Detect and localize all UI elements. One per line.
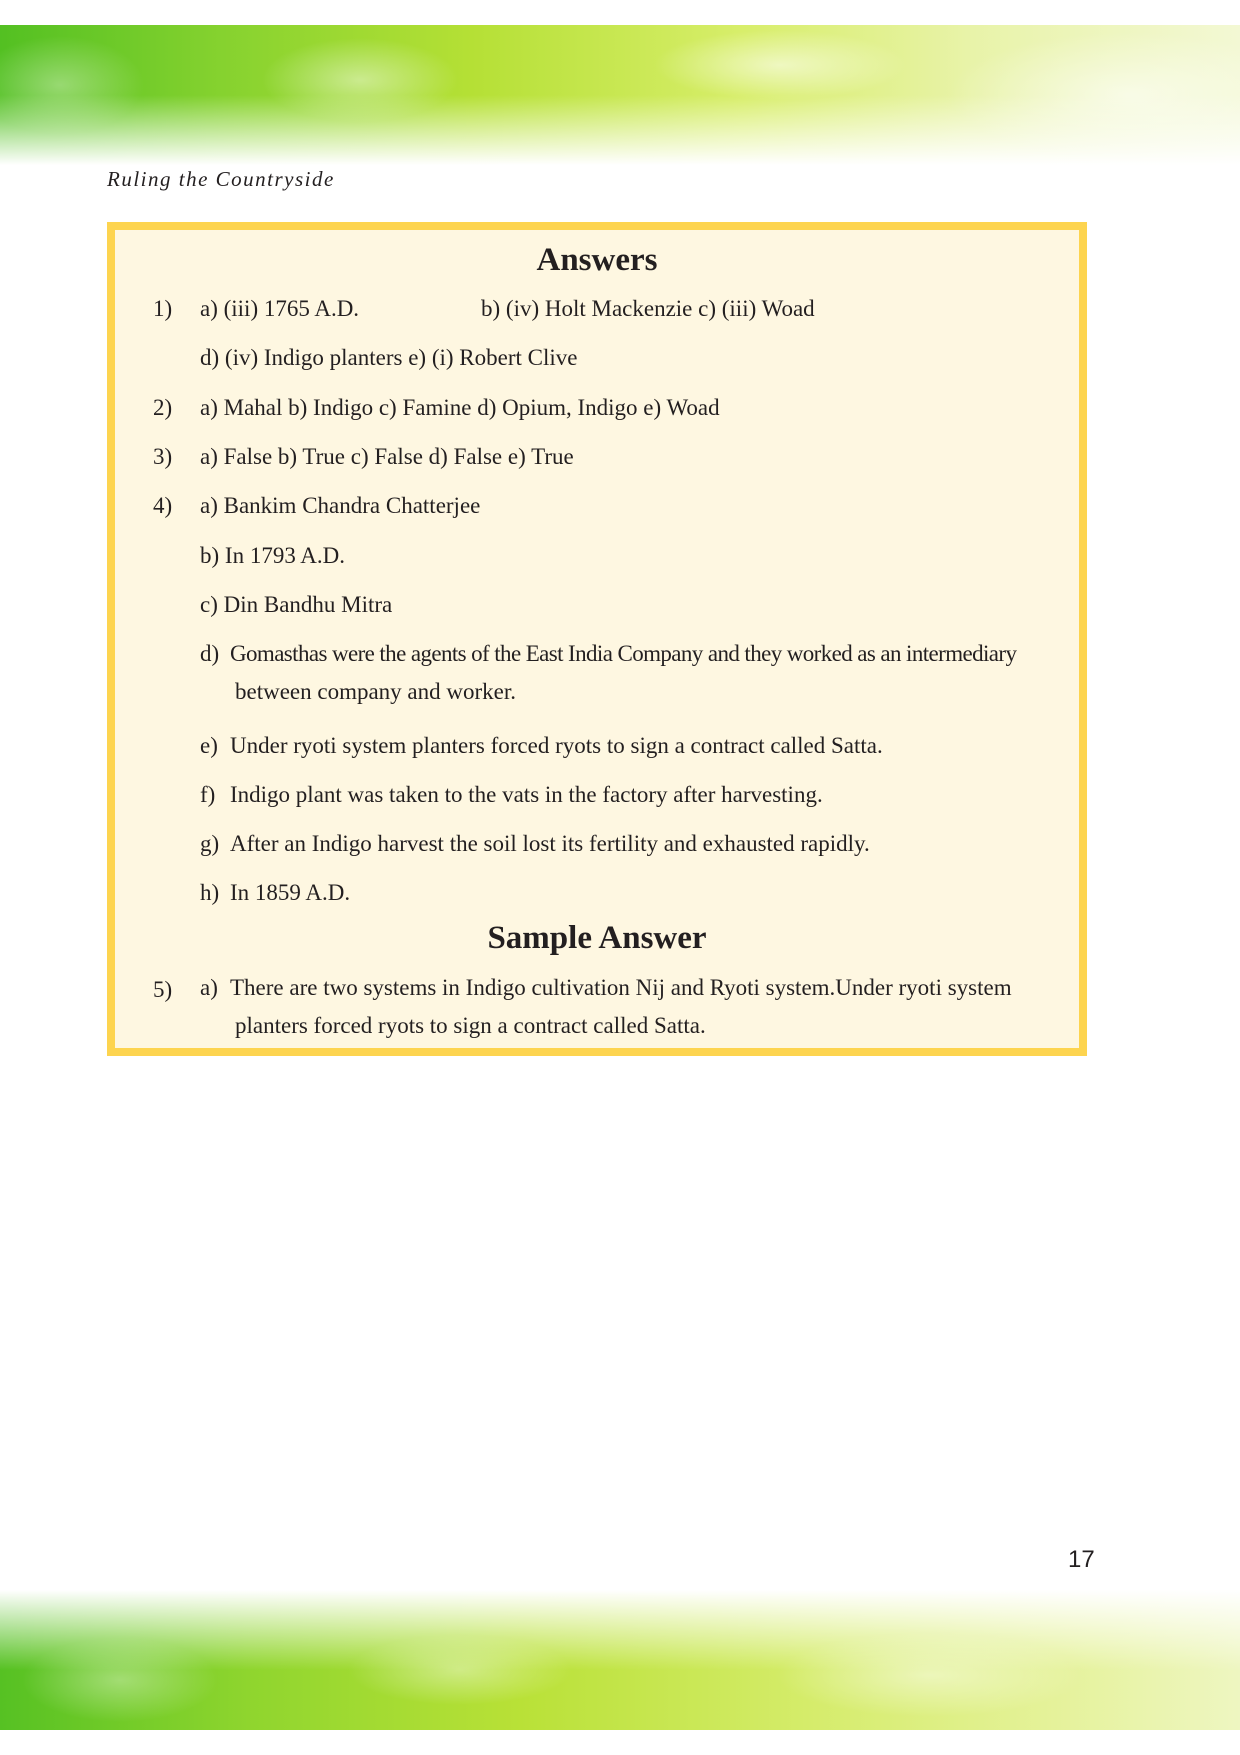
question-number-1: 1) xyxy=(153,296,173,321)
question-number-5: 5) xyxy=(153,977,173,1002)
page-number: 17 xyxy=(1068,1546,1095,1573)
answers-box xyxy=(107,222,1087,1056)
answers-title: Answers xyxy=(536,242,658,278)
q1-answer-de: d) (iv) Indigo planters e) (i) Robert Clive xyxy=(200,345,578,370)
question-number-3: 3) xyxy=(153,444,173,469)
bottom-decorative-band xyxy=(0,1590,1240,1730)
q5-answer-a xyxy=(200,969,1060,1045)
q4-answer-h xyxy=(200,880,350,906)
q4-e-marker: e) xyxy=(200,733,218,758)
q1-answer-a: a) (iii) 1765 A.D. xyxy=(200,296,360,321)
top-decorative-band xyxy=(0,25,1240,165)
sample-answer-title: Sample Answer xyxy=(487,920,707,956)
q4-answer-c: c) Din Bandhu Mitra xyxy=(200,592,393,617)
q4-g-text: After an Indigo harvest the soil lost its fertility and exhausted rapidly. xyxy=(230,831,870,856)
q4-answer-b: b) In 1793 A.D. xyxy=(200,543,346,568)
q4-f-marker: f) xyxy=(200,782,216,807)
q4-h-marker: h) xyxy=(200,880,220,905)
q4-d-line2: between company and worker. xyxy=(235,679,517,704)
q4-answer-a: a) Bankim Chandra Chatterjee xyxy=(200,493,481,518)
question-number-4: 4) xyxy=(153,493,173,518)
q3-answers: a) False b) True c) False d) False e) True xyxy=(200,444,574,469)
q4-f-text: Indigo plant was taken to the vats in the factory after harvesting. xyxy=(230,782,823,807)
q2-answers: a) Mahal b) Indigo c) Famine d) Opium, Indigo e) Woad xyxy=(200,395,720,420)
q5-a-marker: a) xyxy=(200,975,218,1000)
q4-d-marker: d) xyxy=(200,641,220,666)
q4-h-text: In 1859 A.D. xyxy=(230,880,351,905)
q4-g-marker: g) xyxy=(200,831,220,856)
q1-answer-bc: b) (iv) Holt Mackenzie c) (iii) Woad xyxy=(481,296,815,321)
q5-a-line2: planters forced ryots to sign a contract called Satta. xyxy=(235,1013,706,1038)
q5-a-line1: There are two systems in Indigo cultivation Nij and Ryoti system.Under ryoti system xyxy=(230,975,1012,1000)
q4-answer-d xyxy=(200,635,1060,711)
q4-answer-g xyxy=(200,831,870,857)
running-head: Ruling the Countryside xyxy=(107,167,335,191)
q4-answer-f xyxy=(200,782,823,808)
question-number-2: 2) xyxy=(153,395,173,420)
q4-d-line1: Gomasthas were the agents of the East India Company and they worked as an intermediary xyxy=(230,641,1017,666)
q4-answer-e xyxy=(200,733,883,759)
q4-e-text: Under ryoti system planters forced ryots to sign a contract called Satta. xyxy=(230,733,883,758)
